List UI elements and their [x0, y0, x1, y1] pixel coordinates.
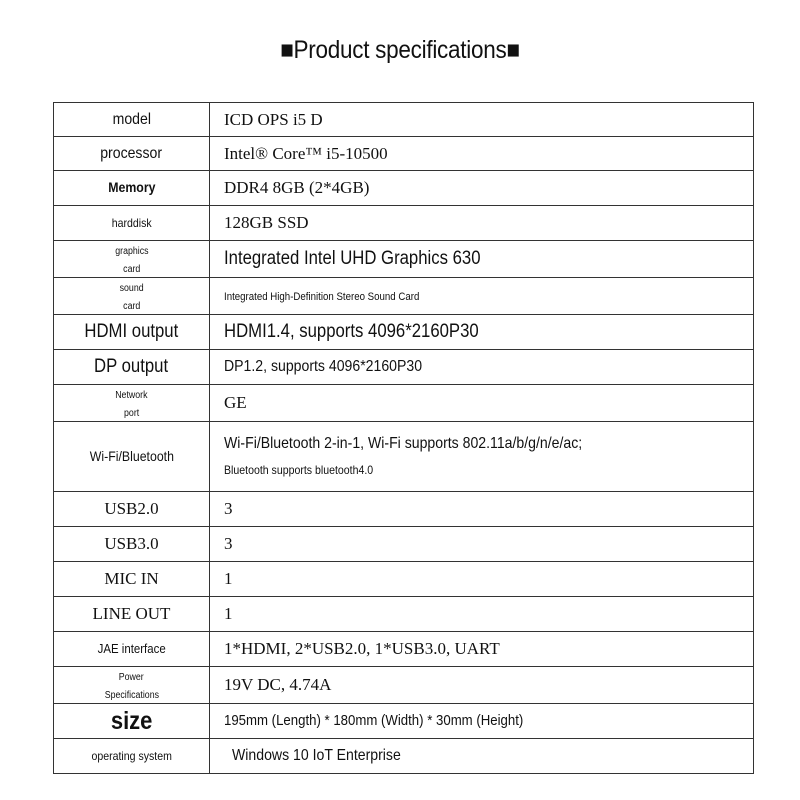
spec-value-cell	[210, 350, 754, 385]
spec-label: JAE interface	[97, 641, 166, 656]
spec-value-cell	[210, 492, 754, 527]
spec-label-cell	[54, 171, 210, 206]
spec-label-cell	[54, 597, 210, 632]
spec-label-line2: card	[122, 301, 141, 312]
table-row	[54, 704, 754, 739]
spec-label: size	[110, 706, 153, 735]
spec-label-cell	[54, 315, 210, 350]
spec-label-cell	[54, 350, 210, 385]
spec-label: DP output	[94, 356, 169, 377]
table-row	[54, 422, 754, 492]
spec-label: LINE OUT	[92, 604, 171, 623]
spec-label: USB2.0	[104, 499, 159, 518]
spec-value: 195mm (Length) * 180mm (Width) * 30mm (Height)	[224, 712, 524, 729]
spec-value-line1: Wi-Fi/Bluetooth 2-in-1, Wi-Fi supports 802.11a/b/g/n/e/ac;	[224, 434, 583, 452]
spec-value-cell	[210, 385, 754, 422]
spec-label-cell	[54, 667, 210, 704]
spec-value-cell	[210, 422, 754, 492]
table-row	[54, 315, 754, 350]
spec-label: model	[112, 110, 151, 128]
table-row	[54, 739, 754, 774]
spec-label-cell	[54, 385, 210, 422]
spec-value-cell	[210, 632, 754, 667]
table-row	[54, 241, 754, 278]
spec-label: operating system	[91, 749, 172, 763]
spec-value-line2: Bluetooth supports bluetooth4.0	[224, 462, 374, 477]
spec-value-cell	[210, 667, 754, 704]
spec-label: MIC IN	[104, 569, 159, 588]
spec-label-line1: sound	[119, 283, 144, 294]
spec-value-cell	[210, 315, 754, 350]
spec-value: ICD OPS i5 D	[224, 109, 323, 129]
table-row	[54, 137, 754, 171]
spec-label-cell	[54, 422, 210, 492]
spec-value-cell	[210, 739, 754, 774]
table-row	[54, 597, 754, 632]
spec-table	[53, 102, 754, 774]
table-row	[54, 206, 754, 241]
spec-value: 3	[224, 534, 233, 553]
spec-value: Integrated High-Definition Stereo Sound Card	[224, 291, 420, 303]
spec-label-cell	[54, 241, 210, 278]
spec-label-cell	[54, 739, 210, 774]
spec-label-line1: Network	[115, 390, 148, 401]
spec-value: GE	[224, 393, 247, 412]
spec-value-cell	[210, 527, 754, 562]
spec-label-line2: Specifications	[104, 690, 159, 701]
spec-value-cell	[210, 704, 754, 739]
spec-value-cell	[210, 103, 754, 137]
spec-label-line2: card	[122, 264, 141, 275]
spec-label-line2: port	[123, 408, 140, 419]
spec-label-cell	[54, 632, 210, 667]
spec-label-cell	[54, 562, 210, 597]
table-row	[54, 171, 754, 206]
spec-value: 1	[224, 569, 233, 588]
spec-value: Intel® Core™ i5-10500	[224, 143, 388, 163]
spec-label: harddisk	[111, 216, 152, 230]
spec-value: 3	[224, 499, 233, 518]
spec-value-cell	[210, 241, 754, 278]
spec-label-line1: graphics	[114, 246, 149, 257]
table-row	[54, 385, 754, 422]
spec-value-cell	[210, 206, 754, 241]
spec-value: 1*HDMI, 2*USB2.0, 1*USB3.0, UART	[224, 639, 500, 658]
table-row	[54, 278, 754, 315]
spec-value-cell	[210, 597, 754, 632]
spec-value-cell	[210, 278, 754, 315]
spec-label: USB3.0	[104, 534, 159, 553]
table-row	[54, 562, 754, 597]
page-title: ■Product specifications■	[280, 36, 520, 64]
spec-label-cell	[54, 527, 210, 562]
table-row	[54, 632, 754, 667]
spec-value-cell	[210, 562, 754, 597]
spec-value-cell	[210, 171, 754, 206]
spec-label: Wi-Fi/Bluetooth	[89, 447, 174, 464]
table-row	[54, 350, 754, 385]
table-row	[54, 527, 754, 562]
spec-label-cell	[54, 278, 210, 315]
spec-label-cell	[54, 704, 210, 739]
spec-value: 1	[224, 604, 233, 623]
spec-label: Memory	[107, 179, 156, 195]
spec-label: HDMI output	[84, 321, 179, 342]
spec-value: 19V DC, 4.74A	[224, 675, 332, 694]
spec-label-cell	[54, 492, 210, 527]
spec-value: Integrated Intel UHD Graphics 630	[224, 248, 481, 269]
table-row	[54, 667, 754, 704]
spec-value: HDMI1.4, supports 4096*2160P30	[224, 321, 479, 342]
spec-label-cell	[54, 103, 210, 137]
spec-value-cell	[210, 137, 754, 171]
table-row	[54, 492, 754, 527]
spec-value: DDR4 8GB (2*4GB)	[224, 178, 370, 197]
spec-label: processor	[100, 144, 163, 162]
spec-value: 128GB SSD	[224, 213, 309, 232]
spec-value: DP1.2, supports 4096*2160P30	[224, 358, 423, 375]
spec-label-line1: Power	[119, 672, 144, 683]
spec-label-cell	[54, 206, 210, 241]
spec-value: Windows 10 IoT Enterprise	[232, 747, 401, 764]
table-row	[54, 103, 754, 137]
spec-label-cell	[54, 137, 210, 171]
